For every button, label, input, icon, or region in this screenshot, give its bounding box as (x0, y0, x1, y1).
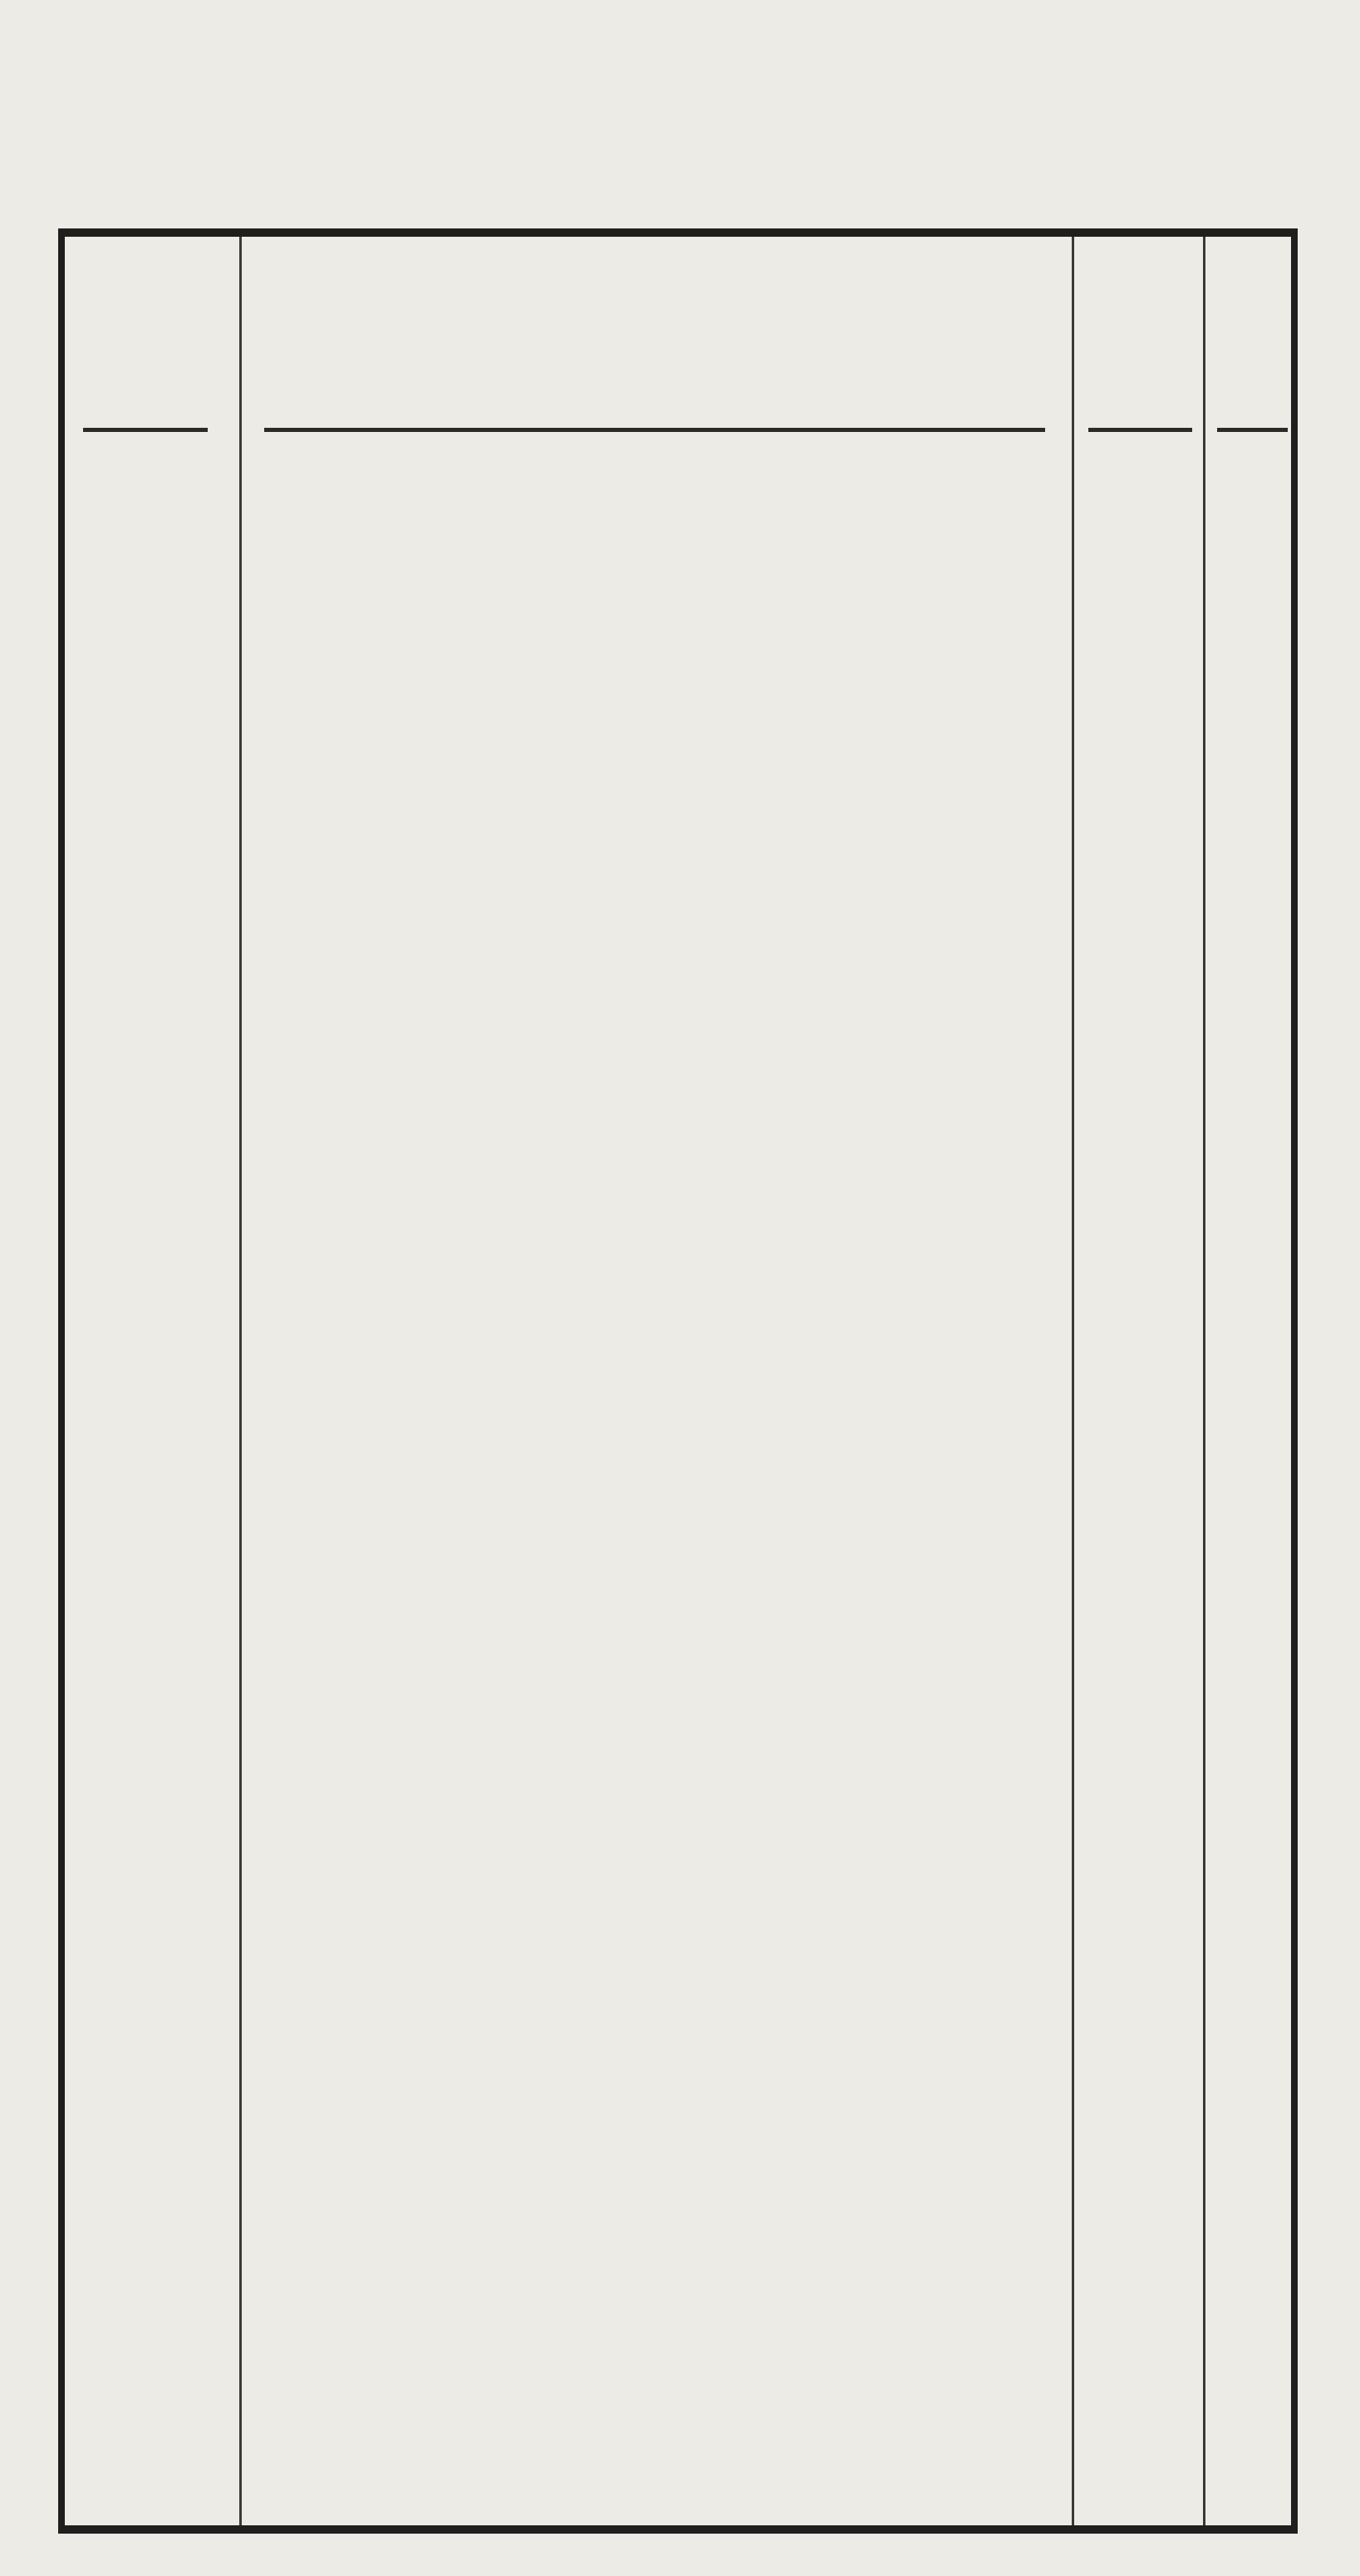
acts-table (58, 228, 1298, 2534)
top-rule (58, 228, 1298, 237)
divider-dates (239, 237, 242, 2525)
left-border (58, 237, 65, 2525)
divider-titles (1072, 237, 1074, 2525)
right-border (1291, 237, 1298, 2525)
divider-numbers (1203, 237, 1205, 2525)
bottom-rule (58, 2525, 1298, 2534)
